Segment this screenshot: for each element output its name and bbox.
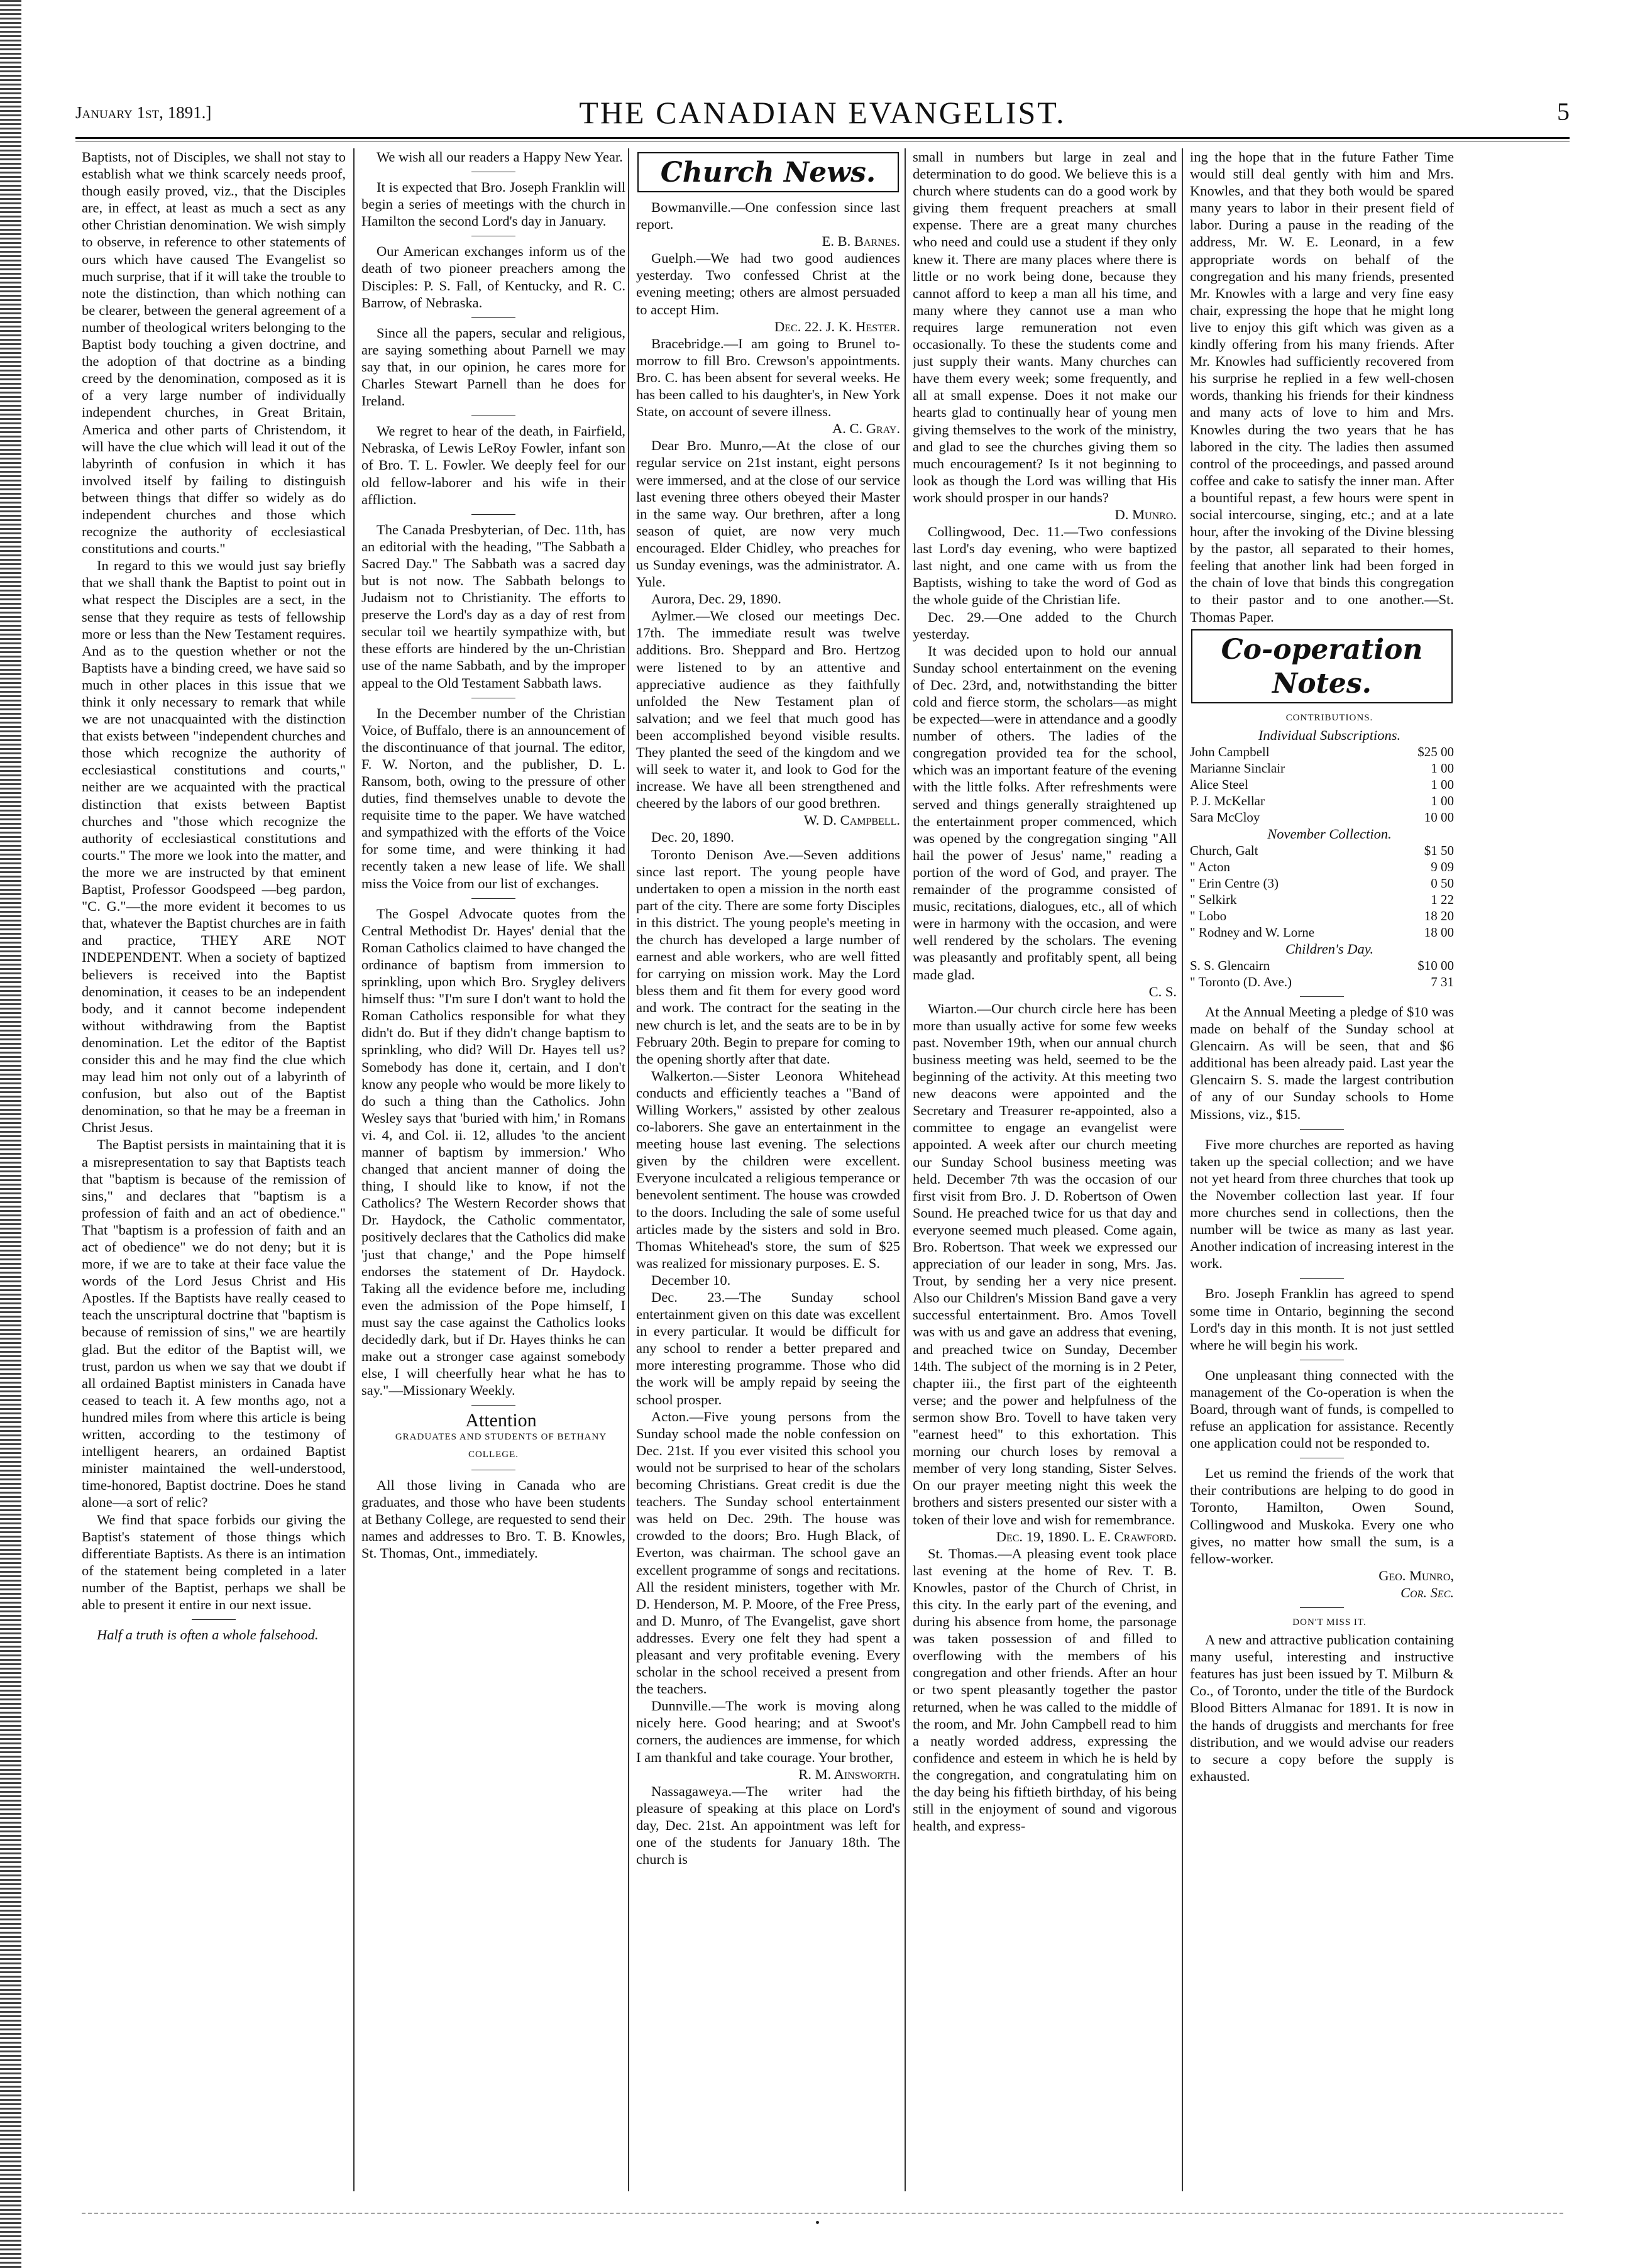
column-rule xyxy=(628,148,629,2191)
attention-subheading: GRADUATES AND STUDENTS OF BETHANY COLLEGE. xyxy=(395,1432,607,1460)
paragraph: small in numbers but large in zeal and determination to do good. We believe this is a church where students can do a good work by giving them frequent preachers at small expense. There are a great many churches who need and could use a student if they only knew it. There are many places where there is little or no work being done, because they cannot afford to keep a man all his time, and many where they cannot use a man who requires large remuneration not even occasionally. To these the students come and just supply their wants. Many churches can have them every week; some frequently, and all at small expense. Does it not make our hearts glad to continually hear of young men giving themselves to the work of the ministry, and glad to see the churches giving them so much encouragement? Is it not beginning to look as though the Lord was willing that His work should prosper in our hands? xyxy=(913,149,1177,505)
paragraph: ing the hope that in the future Father Time would still deal gently with him and Mrs. Knowles, and that they both would be spared many years to labor in their present field of labor. During a pause in the reading of the address, Mr. W. E. Leonard, in a few appropriate words on behalf of the congregation and his many friends, presented Mr. Knowles with a large and very fine easy chair, expressing the hope that he might long live to enjoy this gift which was given as a kindly offering from his many friends. After Mr. Knowles had sufficiently recovered from his surprise he replied in a few well-chosen words, thanking his friends for their kindness and many acts of love to him and Mrs. Knowles during the two years that he has labored in the city. The ladies then assumed control of the proceedings, and passed around coffee and cake to satisfy the inner man. After a bountiful repast, a few hours were spent in social intercourse, singing, etc.; and at a late hour, after the invoking of the Divine blessing by the pastor, all separated to their homes, feeling that another link had been forged in the chain of love that binds this congregation to their pastor and to one another.—St. Thomas Paper. xyxy=(1190,149,1454,625)
aphorism: Half a truth is often a whole falsehood. xyxy=(97,1627,319,1643)
contribution-row: " Selkirk 1 22 xyxy=(1190,891,1454,907)
paragraph: The Baptist persists in maintaining that it is a misrepresentation to say that Baptists teach that "baptism is because of the remission of sins," and declares that "baptism is a profession of faith and an act of obedience." That "baptism is a profession of faith and an act of obedience" we do not deny; but it is more, if we are to take at their face value the words of the Lord Jesus Christ and His Apostles. If the Baptists have really ceased to teach the unscriptural doctrine that "baptism is because of remission of sins," we are heartily glad. But the editor of the Baptist will, we trust, pardon us when we say that we doubt if all ordained Baptist ministers in Canada have ceased to teach it. A few months ago, not a hundred miles from where this article is being written, according to the testimony of intelligent hearers, an ordained Baptist minister maintained the well-understood, time-honored, Baptist doctrine. Does he stand alone—a sort of relic? xyxy=(82,1137,346,1511)
paragraph: At the Annual Meeting a pledge of $10 was made on behalf of the Sunday school at Glencairn. As will be seen, that and $6 additional has been already paid. Last year the Glencairn S. S. made the largest contribution of any of our Sunday schools to Home Missions, viz., $15. xyxy=(1190,1004,1454,1122)
divider xyxy=(471,898,515,899)
paragraph: All those living in Canada who are graduates, and those who have been students at Bethany College, are requested to send their names and addresses to Bro. T. B. Knowles, St. Thomas, Ont., immediately. xyxy=(361,1477,625,1561)
paragraph: We find that space forbids our giving the Baptist's statement of those things which differentiate Baptists. As there is an intimation of the statement being completed in a later number of the Baptist, perhaps we shall be able to present it entire in our next issue. xyxy=(82,1511,346,1612)
page-header xyxy=(75,94,1570,129)
page-number: 5 xyxy=(1557,97,1570,126)
contribution-row: " Toronto (D. Ave.) 7 31 xyxy=(1190,974,1454,989)
paragraph: Our American exchanges inform us of the death of two pioneer preachers among the Disciples: P. S. Fall, of Kentucky, and R. C. Barrow, of Nebraska. xyxy=(361,243,625,311)
contribution-row: P. J. McKellar 1 00 xyxy=(1190,793,1454,808)
news-item: Bracebridge.—I am going to Brunel to-morrow to fill Bro. Crewson's appointments. Bro. C. has been absent for several weeks. He has been called to his daughter's, in New York State, on account of severe illness. xyxy=(636,335,900,420)
attention-heading: Attention xyxy=(465,1410,537,1431)
paragraph: Baptists, not of Disciples, we shall not stay to establish what we think scarcely needs proof, though easily proved, viz., that the Disciples are, in effect, at least as much a sect as any other Christian denomination. We wish simply to observe, in reference to other statements of ours which have caused The Evangelist so much surprise, that if it will take the trouble to note the distinction, than which nothing can be clearer, between the general agreement of a number of theological writers belonging to the Baptist body touching a given doctrine, and the adoption of that doctrine as a binding creed by the denomination, composed as it is of a very large number of individually independent churches, in Great Britain, America and other parts of Christendom, it will have the clue which will lead it out of the labyrinth of confusion in which it has involved itself by failing to distinguish between things that differ so widely as do independent churches and those which recognize the authority of ecclesiastical constitutions and courts." xyxy=(82,149,346,557)
page-dot xyxy=(816,2221,819,2224)
column-rule xyxy=(1182,148,1183,2191)
newspaper-title: THE CANADIAN EVANGELIST. xyxy=(579,95,1066,130)
contribution-row: " Acton 9 09 xyxy=(1190,859,1454,874)
contribution-row: " Lobo 18 20 xyxy=(1190,908,1454,923)
news-item: Dec. 23.—The Sunday school entertainment given on this date was excellent in every particular. It would be difficult for any school to render a better prepared and more interesting programme. Those who did the work will be amply repaid by seeing the school prosper. xyxy=(636,1289,900,1407)
paragraph: Let us remind the friends of the work that their contributions are helping to do good in Toronto, Hamilton, Owen Sound, Collingwood and Muskoka. Every one who gives, no matter how small the sum, is a fellow-worker. xyxy=(1190,1465,1454,1566)
signature: Dec. 19, 1890. L. E. Crawford. xyxy=(996,1528,1177,1544)
signature: C. S. xyxy=(1148,983,1177,999)
divider xyxy=(1300,1129,1344,1130)
dont-miss-heading: DON'T MISS IT. xyxy=(1292,1617,1367,1627)
church-news-heading: Church News. xyxy=(637,152,899,192)
column-1 xyxy=(82,148,346,2191)
column-3 xyxy=(636,148,900,2191)
divider xyxy=(1300,1607,1344,1608)
news-item: Toronto Denison Ave.—Seven additions since last report. The young people have undertaken to open a mission in the north east part of the city. There are some forty Disciples in this district. The young people's meeting in the church has developed a large number of earnest and able workers, who are well fitted for carrying on mission work. May the Lord bless them and fit them for every good word and work. The contract for the seating in the new church is let, and the seats are to be in by February 20th. Begin to prepare for coming to the opening shortly after that date. xyxy=(636,846,900,1067)
column-2 xyxy=(361,148,625,2191)
news-item: Dear Bro. Munro,—At the close of our regular service on 21st instant, eight persons were immersed, and at the close of our service last evening three others obeyed their Master in the same way. Our brethren, after a long season of quiet, are now very much encouraged. Elder Chidley, who preaches for us Sunday evenings, was the administrator. A. Yule. xyxy=(636,438,900,590)
contribution-row: " Rodney and W. Lorne 18 00 xyxy=(1190,924,1454,940)
divider xyxy=(471,317,515,318)
contribution-list xyxy=(1190,842,1454,940)
news-item: Bowmanville.—One confession since last report. xyxy=(636,199,900,233)
news-item: Dec. 29.—One added to the Church yesterday. xyxy=(913,608,1177,642)
contribution-row: Marianne Sinclair 1 00 xyxy=(1190,760,1454,776)
column-rule xyxy=(905,148,906,2191)
paragraph: Bro. Joseph Franklin has agreed to spend some time in Ontario, beginning the second Lord's day in this month. It is not just settled where he will begin his work. xyxy=(1190,1285,1454,1353)
news-item: Acton.—Five young persons from the Sunday school made the noble confession on Dec. 21st. If you ever visited this school you would not be surprised to hear of the scholars becoming Christians. Great credit is due the teachers. The Sunday school entertainment was held on Dec. 29th. The house was crowded to the doors; Bro. Hugh Black, of Everton, was chairman. The school gave an excellent programme of songs and recitations. All the resident ministers, together with Mr. D. Henderson, M. P. Moore, of the Free Press, and D. Munro, of The Evangelist, gave short addresses. Every one felt they had spent a pleasant and very profitable evening. Every scholar in the school received a present from the teachers. xyxy=(636,1408,900,1697)
dateline: December 10. xyxy=(651,1272,731,1288)
cooperation-notes-heading: Co-operation Notes. xyxy=(1191,629,1453,703)
news-item: Wiarton.—Our church circle here has been more than usually active for some few weeks past. November 19th, when our annual church business meeting was held, seemed to be the beginning of the activity. At this meeting two new deacons were appointed and the Secretary and Treasurer re-appointed, also a committee to engage an evangelist were appointed. A week after our church meeting our Sunday School business meeting was held. December 7th was the occasion of our first visit from Bro. J. D. Robertson of Owen Sound. He preached twice for us that day and everyone seemed much pleased. Come again, Bro. Robertson. That week we expressed our appreciation of our leader in song, Mrs. Jas. Trout, by sending her a very nice present. Also our Children's Mission Band gave a very successful entertainment. Bro. Amos Tovell was with us and gave an address that evening, and preached twice on Sunday, December 14th. The subject of the morning is in 2 Peter, chapter iii., the first part of the eighteenth verse; and the power and helpfulness of the sermon show Bro. Tovell to have taken very "earnest heed" to this exhortation. This morning our church loses by removal a member of very long standing, Sister Selves. On our prayer meeting night this week the brothers and sisters presented our sister with a token of their love and wish for remembrance. xyxy=(913,1000,1177,1528)
header-rule xyxy=(75,137,1570,139)
signature: A. C. Gray. xyxy=(832,421,900,437)
individual-subscriptions-label: Individual Subscriptions. xyxy=(1258,727,1401,743)
news-item: It was decided upon to hold our annual Sunday school entertainment on the evening of Dec. 23rd, and, notwithstanding the bitter cold and fierce storm, the scholars—as might be expected—were in attendance and a goodly number of others. The ladies of the congregation provided tea for the school, which was an important feature of the evening with the little folks. After refreshments were served and things generally straightened up the entertainment proper commenced, which was opened by the congregation singing "All hail the power of Jesus' name," reading a portion of the word of God, and prayer. The remainder of the programme consisted of music, recitations, dialogues, etc., all of which were in harmony with the occasion, and were well rendered by the scholars. The evening was pleasantly and profitably spent, all being made glad. xyxy=(913,642,1177,983)
news-item: Aylmer.—We closed our meetings Dec. 17th. The immediate result was twelve additions. Bro. Sheppard and Bro. Hertzog were listened to by an attentive and appreciative audience as they faithfully unfolded the New Testament plan of salvation; and we feel that much good has been accomplished beyond visible results. They planted the seed of the kingdom and we will seek to water it, and look to God for the increase. We have all been strengthened and cheered by the labors of our good brethren. xyxy=(636,608,900,812)
divider xyxy=(192,1619,236,1620)
news-item: St. Thomas.—A pleasing event took place last evening at the home of Rev. T. B. Knowles, pastor of the Church of Christ, in this city. In the early part of the evening, and during his absence from home, the parsonage was taken possession of and filled to overflowing with the members of his congregation and other friends. After an hour or two spent pleasantly together the pastor returned, when he was called to the middle of the room, and Mr. John Campbell read to him a neatly worded address, expressing the confidence and esteem in which he is held by the congregation, and congratulating him on the day being his fiftieth birthday, of his being still in the enjoyment of sound and vigorous health, and express- xyxy=(913,1545,1177,1834)
paragraph: We wish all our readers a Happy New Year. xyxy=(377,149,623,165)
divider xyxy=(1300,1278,1344,1279)
signature: Dec. 22. J. K. Hester. xyxy=(774,318,900,334)
paragraph: We regret to hear of the death, in Fairfield, Nebraska, of Lewis LeRoy Fowler, infant son of Bro. T. L. Fowler. We deeply feel for our old fellow-laborer and his wife in their affliction. xyxy=(361,423,625,507)
bottom-rule xyxy=(82,2213,1563,2214)
signature-title: Cor. Sec. xyxy=(1400,1584,1454,1600)
paragraph: The Canada Presbyterian, of Dec. 11th, has an editorial with the heading, "The Sabbath a Sacred Day." The Sabbath was a sacred day but is not now. The Sabbath belongs to Judaism not to Christianity. The efforts to preserve the Lord's day as a day of rest from secular toil we heartily sympathize with, but these efforts are hindered by the un-Christian use of the name Sabbath, and by the improper appeal to the Old Testament Sabbath laws. xyxy=(361,521,625,691)
contribution-row: Sara McCloy 10 00 xyxy=(1190,809,1454,825)
divider xyxy=(1300,996,1344,997)
paragraph: In the December number of the Christian Voice, of Buffalo, there is an announcement of the discontinuance of that journal. The editor, F. W. Norton, and the publisher, D. L. Ransom, both, owing to the pressure of other duties, find themselves unable to devote the requisite time to the paper. We have watched and sympathized with the efforts of the Voice for some time, and were thinking it had recently taken a new lease of life. We shall miss the Voice from our list of exchanges. xyxy=(361,705,625,891)
paragraph: Five more churches are reported as having taken up the special collection; and we have not yet heard from three churches that took up the November collection last year. If four more churches send in collections, then the number will be twice as many as last year. Another indication of increasing interest in the work. xyxy=(1190,1136,1454,1272)
paragraph: A new and attractive publication containing many useful, interesting and instructive features has just been issued by T. Milburn & Co., of Toronto, under the title of the Burdock Blood Bitters Almanac for 1891. It is now in the hands of druggists and merchants for free distribution, and we would advise our readers to secure a copy before the supply is exhausted. xyxy=(1190,1632,1454,1784)
contribution-list xyxy=(1190,957,1454,990)
news-item: Guelph.—We had two good audiences yesterday. Two confessed Christ at the evening meeting; others are almost persuaded to accept Him. xyxy=(636,250,900,317)
paragraph: In regard to this we would just say briefly that we shall thank the Baptist to point out in what respect the Disciples are a sect, in the sense that they require as tests of fellowship more or less than the New Testament requires. And as to the question whether or not the Baptists have a binding creed, we have said so much in other places in this issue that we think it only necessary to remark that while we are not unacquainted with the distinction that exists between "independent churches and those which recognize the authority of ecclesiastical constitutions and courts," neither are we acquainted with the practical distinction that exists between Baptist churches and "those which recognize the authority of ecclesiastical constitutions and courts." The more we look into the matter, and the more we are instructed by that eminent Baptist, Professor Goodspeed —beg pardon, "C. G."—the more evident it becomes to us that, whatever the Baptist churches are in faith and practice, THEY ARE NOT INDEPENDENT. When a society of baptized believers is received into the Baptist denomination, it ceases to be an independent body, and it cannot become independent without withdrawing from the Baptist denomination. Let the editor of the Baptist consider this and he may find the clue which may lead him not only out of a labyrinth of confusion, but also out of the Baptist denomination, so that he may be a freeman in Christ Jesus. xyxy=(82,558,346,1136)
news-item: Dunnville.—The work is moving along nicely here. Good hearing; and at Swoot's corners, the audiences are immense, for which I am thankful and take courage. Your brother, xyxy=(636,1698,900,1765)
issue-date: January 1st, 1891.] xyxy=(75,103,212,122)
column-4 xyxy=(913,148,1177,2191)
signature: W. D. Campbell. xyxy=(803,812,900,828)
childrens-day-label: Children's Day. xyxy=(1285,940,1374,957)
paragraph: Since all the papers, secular and religious, are saying something about Parnell we may say that, in our opinion, he cares more for Charles Stewart Parnell than he does for Ireland. xyxy=(361,324,625,409)
news-item: Collingwood, Dec. 11.—Two confessions last Lord's day evening, who were baptized last night, and one came with us from the Baptists, wishing to take the word of God as the whole guide of the Christian life. xyxy=(913,524,1177,608)
divider xyxy=(471,514,515,515)
column-5 xyxy=(1190,148,1454,2191)
column-rule xyxy=(353,148,355,2191)
contribution-list xyxy=(1190,744,1454,825)
signature: E. B. Barnes. xyxy=(822,233,900,250)
contribution-row: Church, Galt $1 50 xyxy=(1190,842,1454,858)
contribution-row: " Erin Centre (3) 0 50 xyxy=(1190,875,1454,891)
signature: Geo. Munro, xyxy=(1378,1567,1454,1583)
contribution-row: Alice Steel 1 00 xyxy=(1190,776,1454,792)
contribution-row: John Campbell $25 00 xyxy=(1190,744,1454,759)
signature: R. M. Ainsworth. xyxy=(798,1766,900,1782)
divider xyxy=(471,1405,515,1406)
november-collection-label: November Collection. xyxy=(1267,825,1392,842)
dateline: Dec. 20, 1890. xyxy=(651,829,734,845)
contributions-label: CONTRIBUTIONS. xyxy=(1285,712,1373,723)
news-item: Walkerton.—Sister Leonora Whitehead conducts and efficiently teaches a "Band of Willing Workers," assisted by other zealous co-laborers. She gave an entertainment in the meeting house last evening. The selections given by the children were excellent. Everyone inculcated a religious temperance or benevolent sentiment. The house was crowded to the doors. Including the sale of some useful articles made by the sisters and sold in Bro. Thomas Whitehead's store, the sum of $25 was realized for missionary purposes. E. S. xyxy=(636,1067,900,1271)
dateline: Aurora, Dec. 29, 1890. xyxy=(651,591,781,607)
paragraph: It is expected that Bro. Joseph Franklin will begin a series of meetings with the church in Hamilton the second Lord's day in January. xyxy=(361,179,625,229)
contribution-row: S. S. Glencairn $10 00 xyxy=(1190,958,1454,973)
paragraph: The Gospel Advocate quotes from the Central Methodist Dr. Hayes' denial that the Roman Catholics claimed to have changed the ordinance of baptism from immersion to sprinkling, upon which Bro. Srygley delivers himself thus: "I'm sure I don't want to hold the Roman Catholics responsible for what they didn't do. But if they didn't change baptism to sprinkling, who did? Will Dr. Hayes tell us? Somebody has done it, certain, and I don't know any people who would be more likely to do such a thing than the Catholics. John Wesley says that 'buried with him,' in Romans vi. 4, and Col. ii. 12, alludes 'to the ancient manner of baptism by immersion.' Who changed that ancient manner of doing the thing, I should like to know, if not the Catholics? The Western Recorder shows that Dr. Haydock, the Catholic commentator, positively declares that the Catholics did make 'just that change,' and the Pope himself endorses the statement of Dr. Haydock. Taking all the evidence before me, including even the admission of the Pope himself, I must say the case against the Catholics looks decidedly dark, but if Dr. Hayes thinks he can make out a stronger case against somebody else, I will cheerfully hear what he has to say."—Missionary Weekly. xyxy=(361,905,625,1399)
signature: D. Munro. xyxy=(1114,506,1177,522)
page-binding-edge xyxy=(0,0,21,2268)
news-item: Nassagaweya.—The writer had the pleasure of speaking at this place on Lord's day, Dec. 21st. An appointment was left for one of the students for January 18th. The church is xyxy=(636,1783,900,1868)
paragraph: One unpleasant thing connected with the management of the Co-operation is when the Board, through want of funds, is compelled to refuse an application for assistance. Recently one application could not be responded to. xyxy=(1190,1367,1454,1451)
